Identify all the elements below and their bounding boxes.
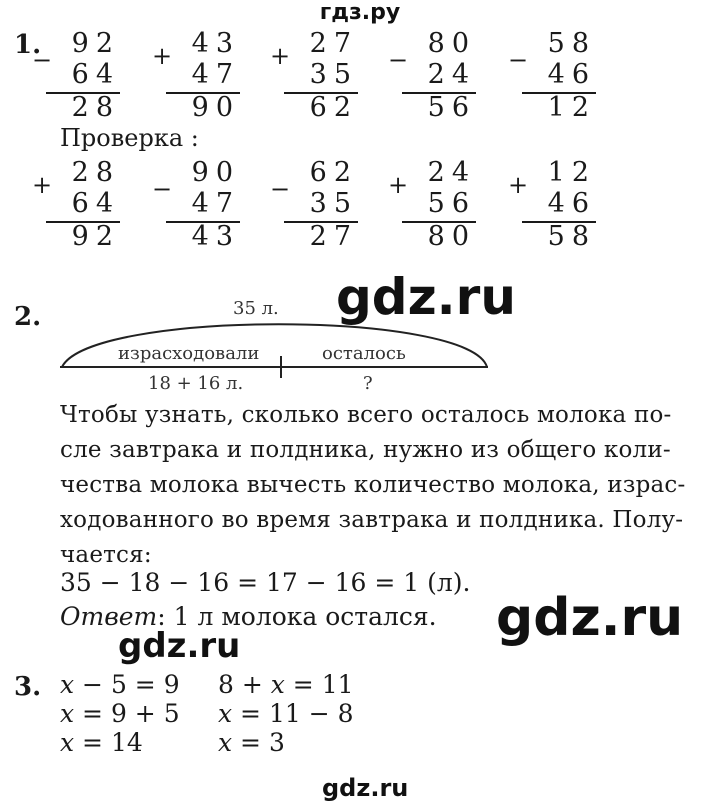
top-operand: 58 [547,28,596,59]
task-2-number: 2. [14,302,42,332]
bottom-operand: 46 [547,188,596,219]
operator: + [32,171,60,199]
total-label: 35 л. [233,298,279,319]
result: 58 [547,221,596,252]
bottom-operand: 64 [71,188,120,219]
column-calculation [152,157,240,257]
watermark-4: gdz.ru [322,774,409,802]
top-operand: 28 [71,157,120,188]
top-operand: 24 [427,157,476,188]
top-operand: 62 [309,157,358,188]
result: 90 [191,92,240,123]
result: 12 [547,92,596,123]
check-label: Проверка : [60,124,199,152]
column-calculation [508,157,596,257]
watermark-1: gdz.ru [336,268,516,326]
operator: + [388,171,416,199]
operator: − [152,175,180,203]
top-operand: 90 [191,157,240,188]
equation: 35 − 18 − 16 = 17 − 16 = 1 (л). [60,568,471,597]
operator: + [270,42,298,70]
bottom-operand: 47 [191,59,240,90]
column-calculation [270,28,358,128]
operator: − [32,46,60,74]
equation-line: x = 14 [60,728,143,757]
bottom-operand: 47 [191,188,240,219]
result: 28 [71,92,120,123]
column-calculation [32,28,120,128]
paragraph-line: чества молока вычесть количество молока, израс- [60,472,686,498]
paragraph-line: чается: [60,542,152,568]
column-calculation [270,157,358,257]
bottom-operand: 24 [427,59,476,90]
equation-line: x = 11 − 8 [218,699,354,728]
result: 62 [309,92,358,123]
column-calculation [152,28,240,128]
watermark-2: gdz.ru [496,588,684,648]
top-operand: 27 [309,28,358,59]
column-calculation [508,28,596,128]
result: 27 [309,221,358,252]
paragraph-line: Чтобы узнать, сколько всего осталось молока по- [60,402,672,428]
equations-right [218,670,354,757]
operator: − [508,46,536,74]
equation-line: x = 3 [218,728,285,757]
operator: + [508,171,536,199]
result: 43 [191,221,240,252]
bottom-operand: 35 [309,188,358,219]
operator: + [152,42,180,70]
operator: − [270,175,298,203]
paragraph-line: сле завтрака и полдника, нужно из общего коли- [60,437,671,463]
bottom-operand: 46 [547,59,596,90]
paragraph-line: ходованного во время завтрака и полдника. Полу- [60,507,684,533]
equation-line: x = 9 + 5 [60,699,180,728]
bottom-operand: 64 [71,59,120,90]
column-calculation [32,157,120,257]
spent-value: 18 + 16 л. [148,373,244,394]
top-operand: 80 [427,28,476,59]
spent-label: израсходовали [118,343,260,364]
remaining-label: осталось [322,343,406,364]
site-header: гдз.ру [319,0,401,25]
remaining-value: ? [363,373,373,394]
bottom-operand: 56 [427,188,476,219]
top-operand: 43 [191,28,240,59]
watermark-3: gdz.ru [118,626,241,666]
column-calculation [388,28,476,128]
answer-text: : 1 л молока остался. [157,602,437,631]
task-3-number: 3. [14,672,42,702]
result: 80 [427,221,476,252]
top-operand: 92 [71,28,120,59]
equation-line: x − 5 = 9 [60,670,180,699]
top-operand: 12 [547,157,596,188]
result: 92 [71,221,120,252]
equations-left [60,670,180,757]
task-1-number: 1. [14,30,42,60]
answer [60,602,437,631]
operator: − [388,46,416,74]
equation-line: 8 + x = 11 [218,670,354,699]
explanation-paragraph [60,398,710,573]
result: 56 [427,92,476,123]
bottom-operand: 35 [309,59,358,90]
column-calculation [388,157,476,257]
answer-label: Ответ [60,602,158,631]
